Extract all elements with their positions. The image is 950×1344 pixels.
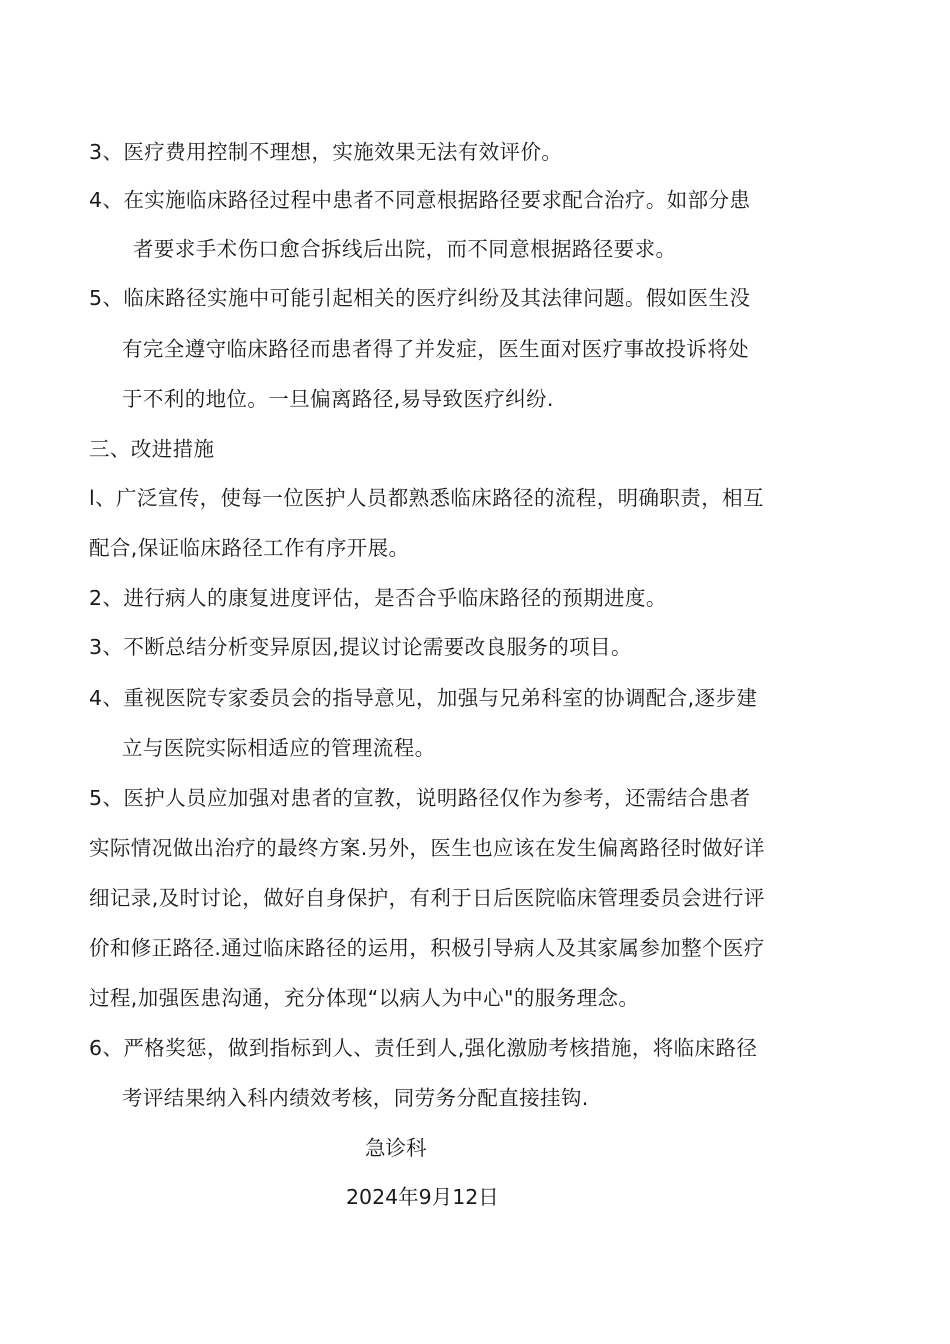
measure-5-line-3: 细记录,及时讨论，做好自身保护，有利于日后医院临床管理委员会进行评 xyxy=(89,886,765,910)
measure-2-line-1: 2、进行病人的康复进度评估，是否合乎临床路径的预期进度。 xyxy=(89,586,667,610)
measure-5-line-1: 5、医护人员应加强对患者的宣教，说明路径仅作为参考，还需结合患者 xyxy=(89,786,751,810)
measure-6-line-1: 6、严格奖惩，做到指标到人、责任到人,强化激励考核措施，将临床路径 xyxy=(89,1036,758,1060)
signature-date: 2024年9月12日 xyxy=(346,1185,499,1209)
measure-1-line-2: 配合,保证临床路径工作有序开展。 xyxy=(89,536,410,560)
measure-3-line-1: 3、不断总结分析变异原因,提议讨论需要改良服务的项目。 xyxy=(89,635,632,659)
issue-3-line-1: 3、医疗费用控制不理想，实施效果无法有效评价。 xyxy=(89,140,563,164)
measure-5-line-2: 实际情况做出治疗的最终方案.另外，医生也应该在发生偏离路径时做好详 xyxy=(89,836,765,860)
measure-1-line-1: l、广泛宣传，使每一位医护人员都熟悉临床路径的流程，明确职责，相互 xyxy=(89,486,764,510)
issue-4-line-1: 4、在实施临床路径过程中患者不同意根据路径要求配合治疗。如部分患 xyxy=(89,188,751,212)
issue-5-line-3: 于不利的地位。一旦偏离路径,易导致医疗纠纷. xyxy=(122,387,554,411)
issue-4-line-2: 者要求手术伤口愈合拆线后出院，而不同意根据路径要求。 xyxy=(133,237,677,261)
measure-5-line-5: 过程,加强医患沟通，充分体现“以病人为中心"的服务理念。 xyxy=(89,986,640,1010)
measure-6-line-2: 考评结果纳入科内绩效考核，同劳务分配直接挂钩. xyxy=(122,1086,589,1110)
measure-4-line-2: 立与医院实际相适应的管理流程。 xyxy=(122,736,436,760)
issue-5-line-1: 5、临床路径实施中可能引起相关的医疗纠纷及其法律问题。假如医生没 xyxy=(89,286,751,310)
signature-department: 急诊科 xyxy=(365,1136,427,1160)
measure-5-line-4: 价和修正路径.通过临床路径的运用，积极引导病人及其家属参加整个医疗 xyxy=(89,936,765,960)
section-heading: 三、改进措施 xyxy=(89,437,215,461)
measure-4-line-1: 4、重视医院专家委员会的指导意见，加强与兄弟科室的协调配合,逐步建 xyxy=(89,686,758,710)
issue-5-line-2: 有完全遵守临床路径而患者得了并发症，医生面对医疗事故投诉将处 xyxy=(122,337,749,361)
